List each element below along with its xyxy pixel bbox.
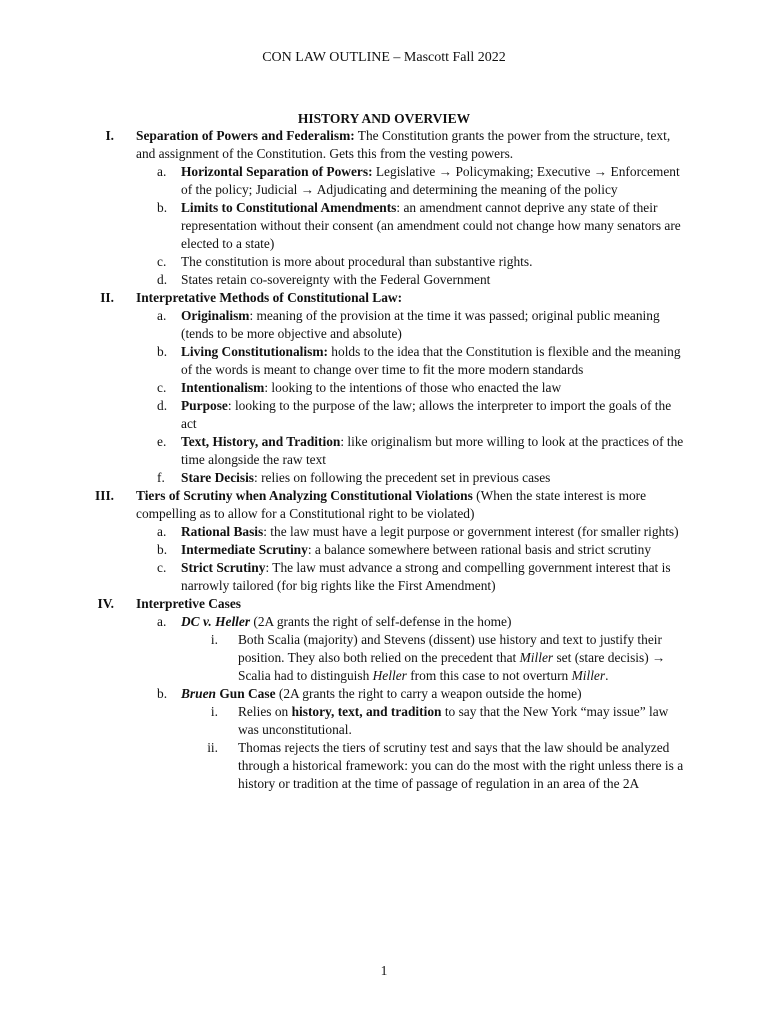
item-heading: Strict Scrutiny xyxy=(181,560,266,575)
section-number: I. xyxy=(105,128,114,143)
outline-item xyxy=(0,271,768,289)
outline-item xyxy=(0,379,768,397)
subitem-text: from this case to not overturn xyxy=(406,668,572,683)
case-reference: Heller xyxy=(372,668,407,683)
item-text: : looking to the intentions of those who enacted the law xyxy=(264,380,562,395)
subitem-text: set (stare decisis) → Scalia had to distinguish xyxy=(238,650,666,683)
outline-item xyxy=(0,199,768,253)
subitem-emphasis: history, text, and tradition xyxy=(291,704,442,719)
subitem-text: Relies on xyxy=(238,704,292,719)
case-subitem xyxy=(0,703,768,739)
item-letter: c. xyxy=(157,560,167,575)
section-number: III. xyxy=(95,488,114,503)
case-name: DC v. Heller xyxy=(181,614,251,629)
subitem-text: Thomas rejects the tiers of scrutiny test and says that the law should be analyzed through a historical framework: you can do the most with the right unless there is a history or tradition at the time of passage of regulation in an area of the 2A xyxy=(238,740,684,791)
section-text: (When the state interest is more compelling as to allow for a Constitutional right to be violated) xyxy=(136,488,647,521)
outline-section-4 xyxy=(0,595,768,613)
item-heading: Purpose xyxy=(181,398,228,413)
case-name-rest: Gun Case xyxy=(215,686,276,701)
item-text: States retain co-sovereignty with the Federal Government xyxy=(181,272,491,287)
item-heading: Limits to Constitutional Amendments xyxy=(181,200,397,215)
subitem-text: to say that the New York “may issue” law was unconstitutional. xyxy=(238,704,669,737)
item-letter: b. xyxy=(157,344,168,359)
item-heading: Living Constitutionalism: xyxy=(181,344,328,359)
item-letter: a. xyxy=(157,308,167,323)
case-reference: Miller xyxy=(571,668,606,683)
subitem-number: ii. xyxy=(207,740,218,755)
outline-item xyxy=(0,253,768,271)
outline-item xyxy=(0,541,768,559)
item-heading: Rational Basis xyxy=(181,524,264,539)
outline-section-3 xyxy=(0,487,768,523)
outline-item xyxy=(0,559,768,595)
item-letter: a. xyxy=(157,524,167,539)
outline-item xyxy=(0,397,768,433)
item-letter: b. xyxy=(157,200,168,215)
outline-item xyxy=(0,163,768,199)
outline-section-1 xyxy=(0,127,768,163)
section-number: IV. xyxy=(97,596,114,611)
item-text: : like originalism but more willing to look at the practices of the time alongside the raw text xyxy=(181,434,684,467)
item-text: : The law must advance a strong and compelling government interest that is narrowly tailored (for big rights like the First Amendment) xyxy=(181,560,671,593)
item-letter: f. xyxy=(157,470,165,485)
case-item-bruen xyxy=(0,685,768,703)
outline-item xyxy=(0,307,768,343)
outline-item xyxy=(0,469,768,487)
case-reference: Miller xyxy=(519,650,554,665)
item-text: : a balance somewhere between rational basis and strict scrutiny xyxy=(307,542,652,557)
item-letter: a. xyxy=(157,614,167,629)
case-item-heller xyxy=(0,613,768,631)
item-text: Legislative → Policymaking; Executive → Enforcement of the policy; Judicial → Adjudicating and determining the meaning of the policy xyxy=(181,164,680,197)
case-subitem xyxy=(0,739,768,793)
document-header: CON LAW OUTLINE – Mascott Fall 2022 xyxy=(262,50,506,65)
item-heading: Horizontal Separation of Powers: xyxy=(181,164,373,179)
item-heading: Intermediate Scrutiny xyxy=(181,542,308,557)
item-heading: Stare Decisis xyxy=(181,470,255,485)
item-letter: c. xyxy=(157,380,167,395)
item-letter: b. xyxy=(157,686,168,701)
item-text: : looking to the purpose of the law; allows the interpreter to import the goals of the act xyxy=(181,398,672,431)
outline-section-2 xyxy=(0,289,768,307)
subitem-text: Both Scalia (majority) and Stevens (dissent) use history and text to justify their position. They also both relied on the precedent that xyxy=(238,632,662,665)
item-heading: Text, History, and Tradition xyxy=(181,434,341,449)
item-letter: d. xyxy=(157,398,168,413)
item-text: (2A grants the right to carry a weapon outside the home) xyxy=(275,686,582,701)
item-letter: b. xyxy=(157,542,168,557)
section-heading: Interpretative Methods of Constitutional Law: xyxy=(136,290,403,305)
case-subitem xyxy=(0,631,768,685)
outline-item xyxy=(0,343,768,379)
subitem-text: . xyxy=(605,668,609,683)
section-text: The Constitution grants the power from the structure, text, and assignment of the Constitution. Gets this from the vesting powers. xyxy=(136,128,671,161)
section-number: II. xyxy=(100,290,114,305)
section-heading: Tiers of Scrutiny when Analyzing Constitutional Violations xyxy=(136,488,473,503)
item-text: : the law must have a legit purpose or government interest (for smaller rights) xyxy=(263,524,679,539)
item-text: holds to the idea that the Constitution is flexible and the meaning of the words is meant to change over time to fit the more modern standards xyxy=(181,344,681,377)
section-heading: Interpretive Cases xyxy=(136,596,241,611)
item-text: : an amendment cannot deprive any state of their representation without their consent (an amendment could not change how many senators are elected to a state) xyxy=(181,200,681,251)
item-heading: Intentionalism xyxy=(181,380,265,395)
item-text: The constitution is more about procedural than substantive rights. xyxy=(181,254,533,269)
outline xyxy=(0,127,768,793)
section-title: HISTORY AND OVERVIEW xyxy=(297,111,471,126)
item-text: : relies on following the precedent set in previous cases xyxy=(254,470,551,485)
item-letter: e. xyxy=(157,434,167,449)
item-letter: c. xyxy=(157,254,167,269)
outline-item xyxy=(0,523,768,541)
item-letter: d. xyxy=(157,272,168,287)
item-heading: Originalism xyxy=(181,308,250,323)
item-letter: a. xyxy=(157,164,167,179)
subitem-number: i. xyxy=(210,632,218,647)
case-name: Bruen xyxy=(181,686,216,701)
section-heading: Separation of Powers and Federalism: xyxy=(136,128,355,143)
outline-item xyxy=(0,433,768,469)
subitem-number: i. xyxy=(210,704,218,719)
item-text: (2A grants the right of self-defense in the home) xyxy=(250,614,512,629)
item-text: : meaning of the provision at the time it was passed; original public meaning (tends to be more objective and absolute) xyxy=(181,308,660,341)
page-number: 1 xyxy=(380,963,388,978)
